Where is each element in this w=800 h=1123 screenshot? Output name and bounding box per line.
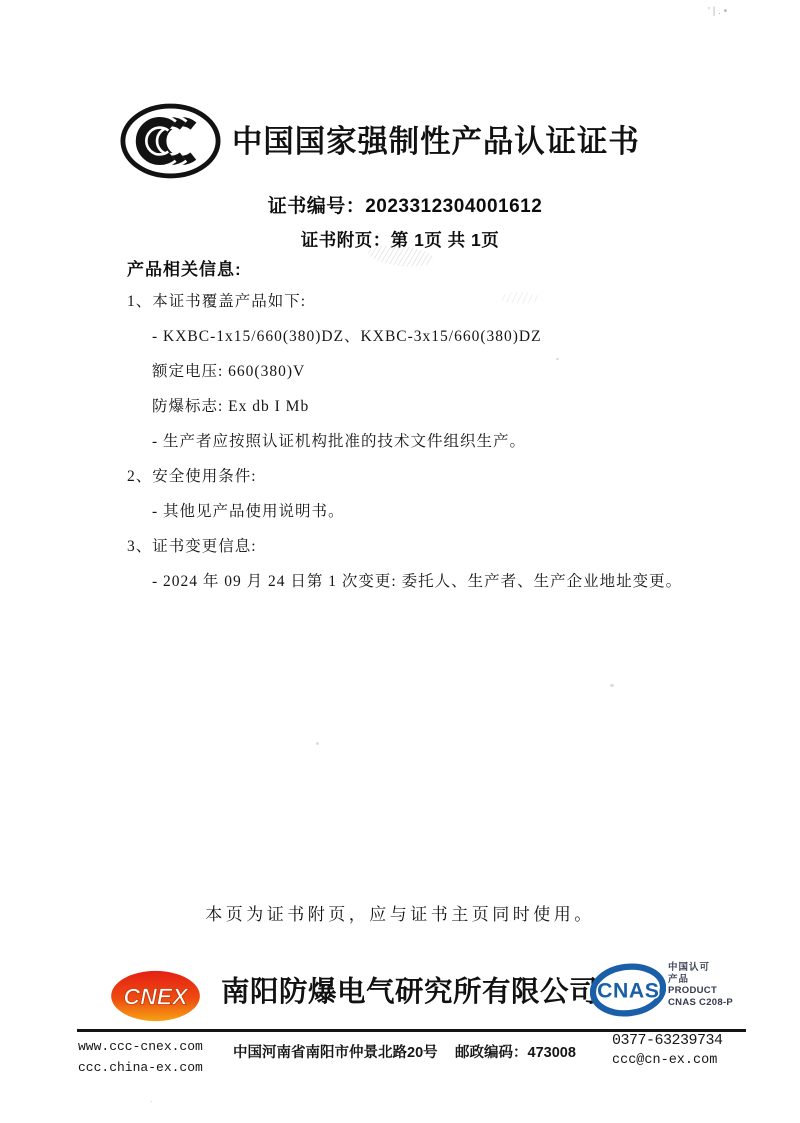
scan-noise bbox=[316, 742, 319, 745]
ccc-mark-icon bbox=[120, 103, 221, 184]
content-line: - 其他见产品使用说明书。 bbox=[152, 503, 345, 520]
cnas-wordmark: CNAS bbox=[597, 979, 659, 1003]
issuer-company-name: 南阳防爆电气研究所有限公司 bbox=[221, 976, 599, 1008]
content-line: 额定电压: 660(380)V bbox=[152, 363, 306, 380]
scan-noise: . bbox=[150, 1095, 153, 1104]
content-line: 3、证书变更信息: bbox=[127, 538, 257, 555]
cnas-side-line: CNAS C208-P bbox=[668, 996, 734, 1008]
cnex-logo-icon bbox=[109, 969, 202, 1028]
certificate-number-label: 证书编号： bbox=[267, 196, 366, 217]
cnas-side-line: 中国认可 bbox=[668, 962, 711, 973]
footer-postcode: 邮政编码：473008 bbox=[455, 1045, 576, 1061]
attachment-footnote: 本页为证书附页，应与证书主页同时使用。 bbox=[205, 905, 595, 924]
cnas-side-line: PRODUCT bbox=[668, 985, 718, 996]
footer-website-2: ccc.china-ex.com bbox=[78, 1060, 203, 1075]
scan-noise bbox=[556, 358, 559, 360]
footer-contact bbox=[612, 1031, 723, 1071]
product-info-section bbox=[127, 255, 727, 608]
cnas-side-text bbox=[668, 962, 733, 1008]
certificate-title: 中国国家强制性产品认证证书 bbox=[232, 124, 640, 159]
footer-websites bbox=[78, 1036, 203, 1078]
footer-address: 中国河南省南阳市仲景北路20号 bbox=[233, 1045, 438, 1061]
certificate-number-line bbox=[0, 191, 800, 218]
cnas-logo-icon bbox=[590, 963, 666, 1022]
content-line: 防爆标志: Ex db I Mb bbox=[152, 398, 310, 415]
certificate-pages-label: 证书附页： bbox=[300, 230, 391, 250]
scan-smudge bbox=[500, 292, 540, 304]
scan-noise: ' | . • bbox=[708, 6, 728, 17]
certificate-pages-value: 第 1页 共 1页 bbox=[390, 230, 500, 250]
content-line: - KXBC-1x15/660(380)DZ、KXBC-3x15/660(380)DZ bbox=[152, 328, 542, 345]
section-heading: 产品相关信息: bbox=[127, 260, 242, 279]
footer-website-1: www.ccc-cnex.com bbox=[78, 1039, 203, 1054]
cnas-side-line: 产品 bbox=[668, 973, 690, 985]
content-line: - 生产者应按照认证机构批准的技术文件组织生产。 bbox=[152, 433, 527, 450]
footer-phone: 0377-63239734 bbox=[612, 1032, 723, 1049]
cnex-wordmark: CNEX bbox=[123, 983, 188, 1010]
scan-noise bbox=[610, 684, 614, 687]
footer-email: ccc@cn-ex.com bbox=[612, 1053, 718, 1068]
issuer-row bbox=[0, 952, 800, 1030]
content-line: 2、安全使用条件: bbox=[127, 468, 257, 485]
content-line: 1、本证书覆盖产品如下: bbox=[127, 293, 307, 310]
content-line: - 2024 年 09 月 24 日第 1 次变更: 委托人、生产者、生产企业地址变更。 bbox=[152, 573, 683, 590]
certificate-number-value: 2023312304001612 bbox=[365, 196, 543, 217]
cnas-mark bbox=[590, 957, 750, 1019]
